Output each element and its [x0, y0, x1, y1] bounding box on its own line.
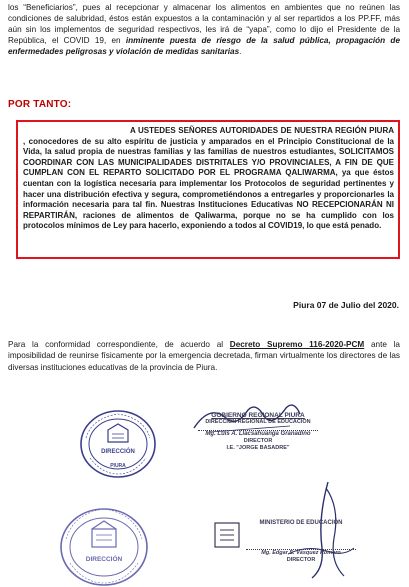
- decreto-reference: Decreto Supremo 116-2020-PCM: [229, 340, 365, 349]
- document-date: Piura 07 de Julio del 2020.: [293, 300, 399, 310]
- school-seal-1-icon: [78, 408, 158, 480]
- paragraph-conformity-end: ante la imposibilidad de reunirse físicamente por la emergencia decretada, firman virtualmente los directores de las diversas instituciones educativas de la provincia de Piura.: [8, 340, 400, 372]
- paragraph-context-end: .: [239, 47, 242, 56]
- paragraph-context-emphasis: inminente puesta de riesgo de la salud pública, propagación de enfermedades peligrosas y violación de medidas sanitarias: [8, 36, 400, 56]
- highlight-box-text-container: [23, 126, 394, 232]
- paragraph-conformity: [8, 339, 400, 373]
- stamp-2-name: Mg. Edgar S. Vásquez Romero: [246, 549, 356, 557]
- paragraph-context: [8, 2, 400, 57]
- seal-2-label: DIRECCIÓN: [85, 556, 123, 563]
- stamp-1-line1: GOBIERNO REGIONAL PIURA: [211, 412, 305, 419]
- stamp-2: [246, 520, 356, 564]
- stamp-1-school: I.E. "JORGE BASADRE": [226, 445, 290, 451]
- stamp-2-line1: MINISTERIO DE EDUCACIÓN: [259, 520, 343, 526]
- stamp-2-role: DIRECTOR: [286, 557, 316, 563]
- stamp-1-role: DIRECTOR: [243, 438, 273, 444]
- crest-icon: [212, 520, 242, 550]
- seal-1-footer: PIURA: [110, 463, 126, 469]
- por-tanto-heading: POR TANTO:: [8, 99, 72, 110]
- highlight-box-text: A USTEDES SEÑORES AUTORIDADES DE NUESTRA REGIÓN PIURA , conocedores de su alto espíritu de justicia y amparados en el Principio Constitucional de la Vida, la salud propia de nuestras familias y las familias de nuestros estudiantes, SOLICITAMOS COORDINAR CON LAS MUNICIPALIDADES DISTRITALES Y/O PROVINCIALES, A FIN DE QUE CUMPLAN CON EL REPARTO SOLICITADO POR EL PROGRAMA QALIWARMA, ya que éstos cuentan con la logística necesaria para implementar los Protocolos de seguridad pertinentes y hacer una distribución efectiva y segura, comprometiéndonos a entregarles y proporcionarles la información necesaria para tal fin. Nuestras Instituciones Educativas NO RECEPCIONARÁN NI REPARTIRÁN, raciones de alimentos de Qaliwarma, porque no se ha cumplido con los protocolos mínimos de Ley para hacerlo, exponiendo a todos al COVID19, lo que está penado.: [23, 126, 394, 231]
- stamp-1-name: Mg. Luis A. Llacsahuanga Granadino: [198, 430, 318, 438]
- seal-1-label: DIRECCIÓN: [101, 449, 135, 455]
- school-seal-2-icon: [58, 505, 150, 587]
- paragraph-conformity-text: Para la conformidad correspondiente, de acuerdo al: [8, 340, 230, 349]
- stamp-1-line2: DIRECCIÓN REGIONAL DE EDUCACIÓN: [205, 419, 311, 425]
- paragraph-context-text: los “Beneficiarios”, pues al recepcionar y almacenar los alimentos en ambientes que no reúnen las condiciones de salubridad, éstos están expuestos a la contaminación y al ser repartidos a los PP.FF, más aún sin los implementos de seguridad respectivos, les irá de “yapa”, como lo dijo el Presidente de la República, el COVID 19, en: [8, 3, 400, 45]
- stamp-1: [198, 412, 318, 452]
